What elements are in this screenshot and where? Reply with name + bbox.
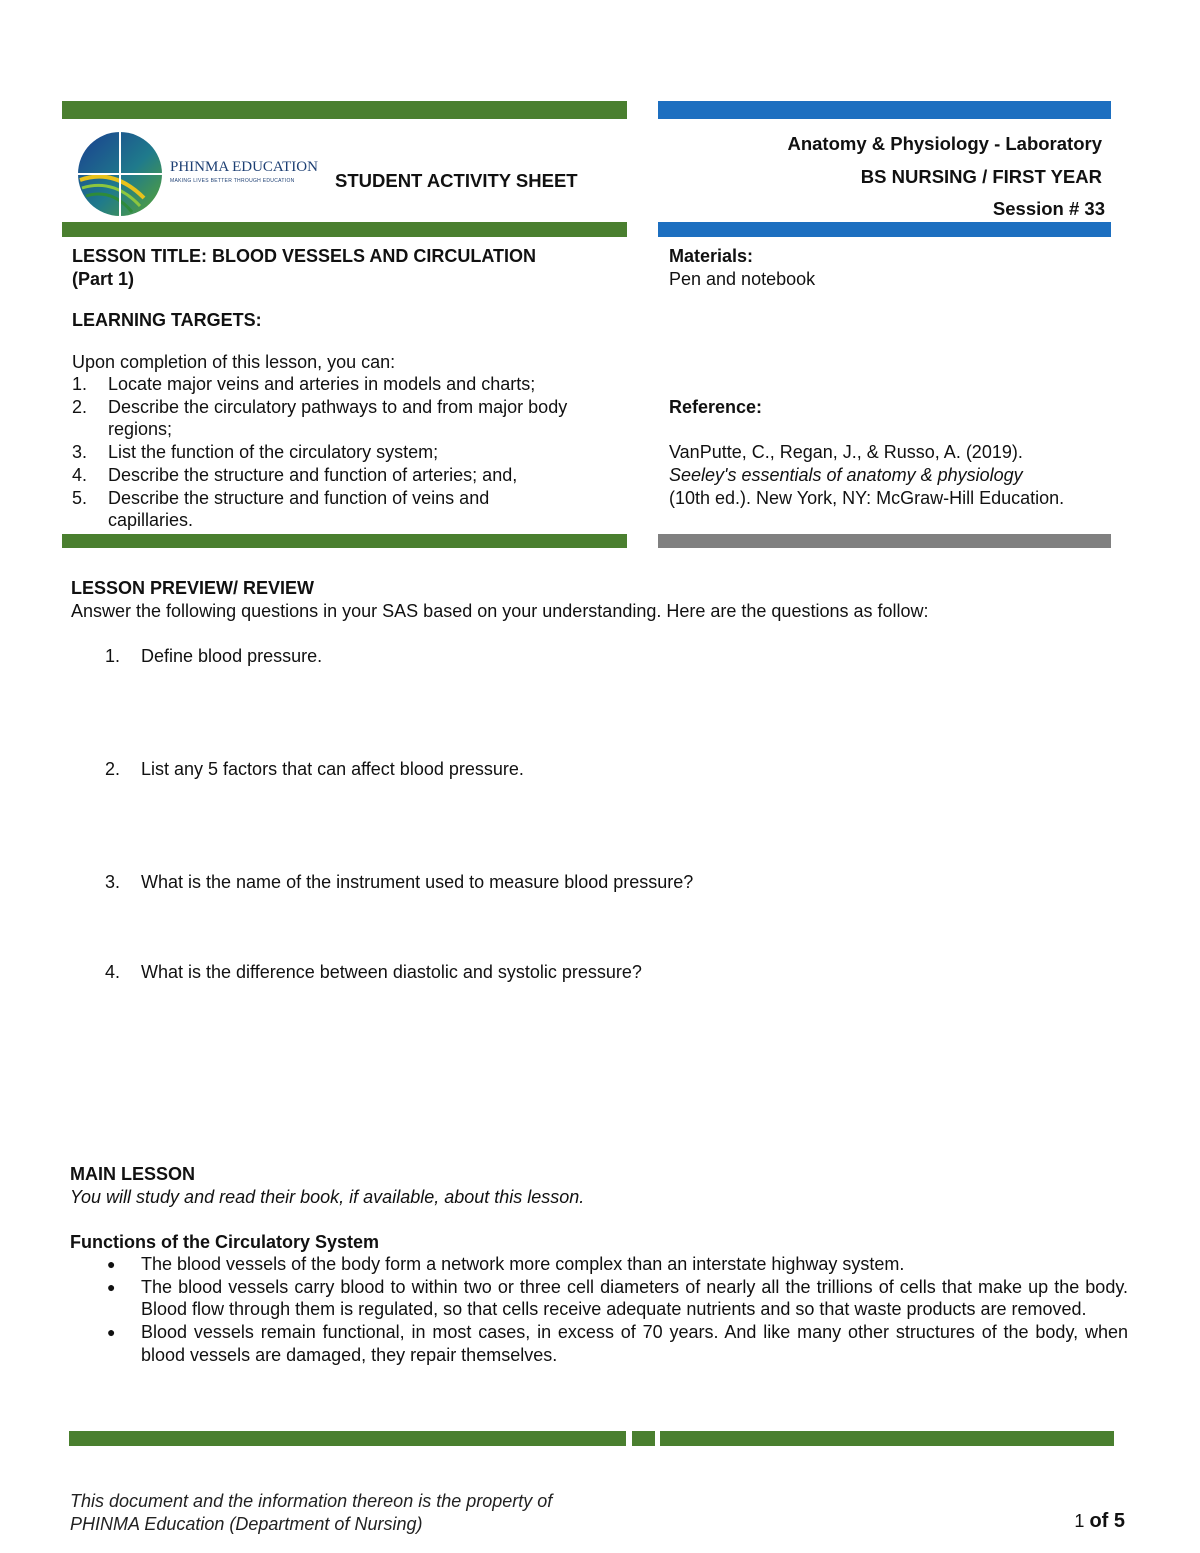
functions-list (70, 1253, 1128, 1367)
header-bottom-bar-left (62, 222, 627, 237)
footer-bar-left (69, 1431, 626, 1446)
sheet-title: STUDENT ACTIVITY SHEET (335, 170, 578, 191)
question-3: 3. What is the name of the instrument used to measure blood pressure? (105, 872, 694, 892)
materials-heading: Materials: (669, 246, 754, 266)
list-item: ● Blood vessels remain functional, in most cases, in excess of 70 years. And like many other structures of the body, when blood vessels are damaged, they repair themselves. (107, 1322, 1128, 1365)
page-current: 1 (1074, 1511, 1085, 1531)
course-title: Anatomy & Physiology - Laboratory (787, 133, 1102, 154)
footer-disclaimer-line1: This document and the information thereon is the property of (70, 1491, 553, 1511)
materials-text: Pen and notebook (669, 269, 816, 289)
reference-line3: (10th ed.). New York, NY: McGraw-Hill Education. (669, 488, 1065, 508)
list-item: 3. List the function of the circulatory system; (72, 442, 439, 463)
list-item: 2. Describe the circulatory pathways to and from major body regions; (72, 396, 568, 440)
reference-book-title: Seeley's essentials of anatomy & physiology (669, 465, 1023, 485)
session-label: Session # 33 (992, 198, 1105, 219)
question-2: 2. List any 5 factors that can affect blood pressure. (105, 759, 524, 779)
question-4: 4. What is the difference between diastolic and systolic pressure? (105, 962, 642, 982)
info-bottom-bar-right (658, 534, 1111, 548)
main-lesson-subtitle: You will study and read their book, if available, about this lesson. (70, 1187, 585, 1207)
lesson-title-line1: LESSON TITLE: BLOOD VESSELS AND CIRCULATION (72, 246, 537, 266)
list-item: ● The blood vessels of the body form a network more complex than an interstate highway system. (107, 1254, 905, 1274)
preview-instructions: Answer the following questions in your SAS based on your understanding. Here are the questions as follow: (71, 601, 929, 621)
footer-bar-right (660, 1431, 1114, 1446)
header-top-bar-left (62, 101, 627, 119)
main-lesson-heading: MAIN LESSON (70, 1164, 196, 1184)
list-item: 4. Describe the structure and function of arteries; and, (72, 464, 518, 485)
learning-targets-list (72, 373, 632, 532)
phinma-logo-icon (74, 128, 166, 220)
lesson-title-line2: (Part 1) (72, 269, 135, 289)
logo-text: PHINMA EDUCATION (170, 159, 318, 175)
reference-heading: Reference: (669, 397, 763, 417)
learning-targets-intro: Upon completion of this lesson, you can: (72, 352, 396, 372)
learning-targets-heading: LEARNING TARGETS: (72, 310, 262, 330)
footer-disclaimer-line2: PHINMA Education (Department of Nursing) (70, 1514, 423, 1534)
list-item: 5. Describe the structure and function of veins and capillaries. (72, 487, 490, 531)
list-item: ● The blood vessels carry blood to within two or three cell diameters of nearly all the trillions of cells that make up the body. Blood flow through them is regulated, so that cells receive adequate nutrients and so that waste products are removed. (107, 1276, 1128, 1320)
list-item: 1. Locate major veins and arteries in models and charts; (72, 374, 536, 394)
bullet-icon: ● (107, 1256, 116, 1272)
section-heading: Functions of the Circulatory System (70, 1232, 380, 1252)
bullet-icon: ● (107, 1278, 116, 1295)
logo-tagline: MAKING LIVES BETTER THROUGH EDUCATION (170, 178, 295, 184)
program-label: BS NURSING / FIRST YEAR (860, 166, 1102, 187)
reference-line1: VanPutte, C., Regan, J., & Russo, A. (2019). (669, 442, 1023, 462)
header-top-bar-right (658, 101, 1111, 119)
page-total: of 5 (1089, 1510, 1125, 1532)
footer-bar-middle (632, 1431, 655, 1446)
bullet-icon: ● (107, 1324, 116, 1341)
question-1: 1. Define blood pressure. (105, 646, 323, 666)
preview-heading: LESSON PREVIEW/ REVIEW (71, 578, 315, 598)
phinma-logo (74, 128, 319, 220)
header-bottom-bar-right (658, 222, 1111, 237)
info-bottom-bar-left (62, 534, 627, 548)
page-number (1074, 1510, 1125, 1533)
